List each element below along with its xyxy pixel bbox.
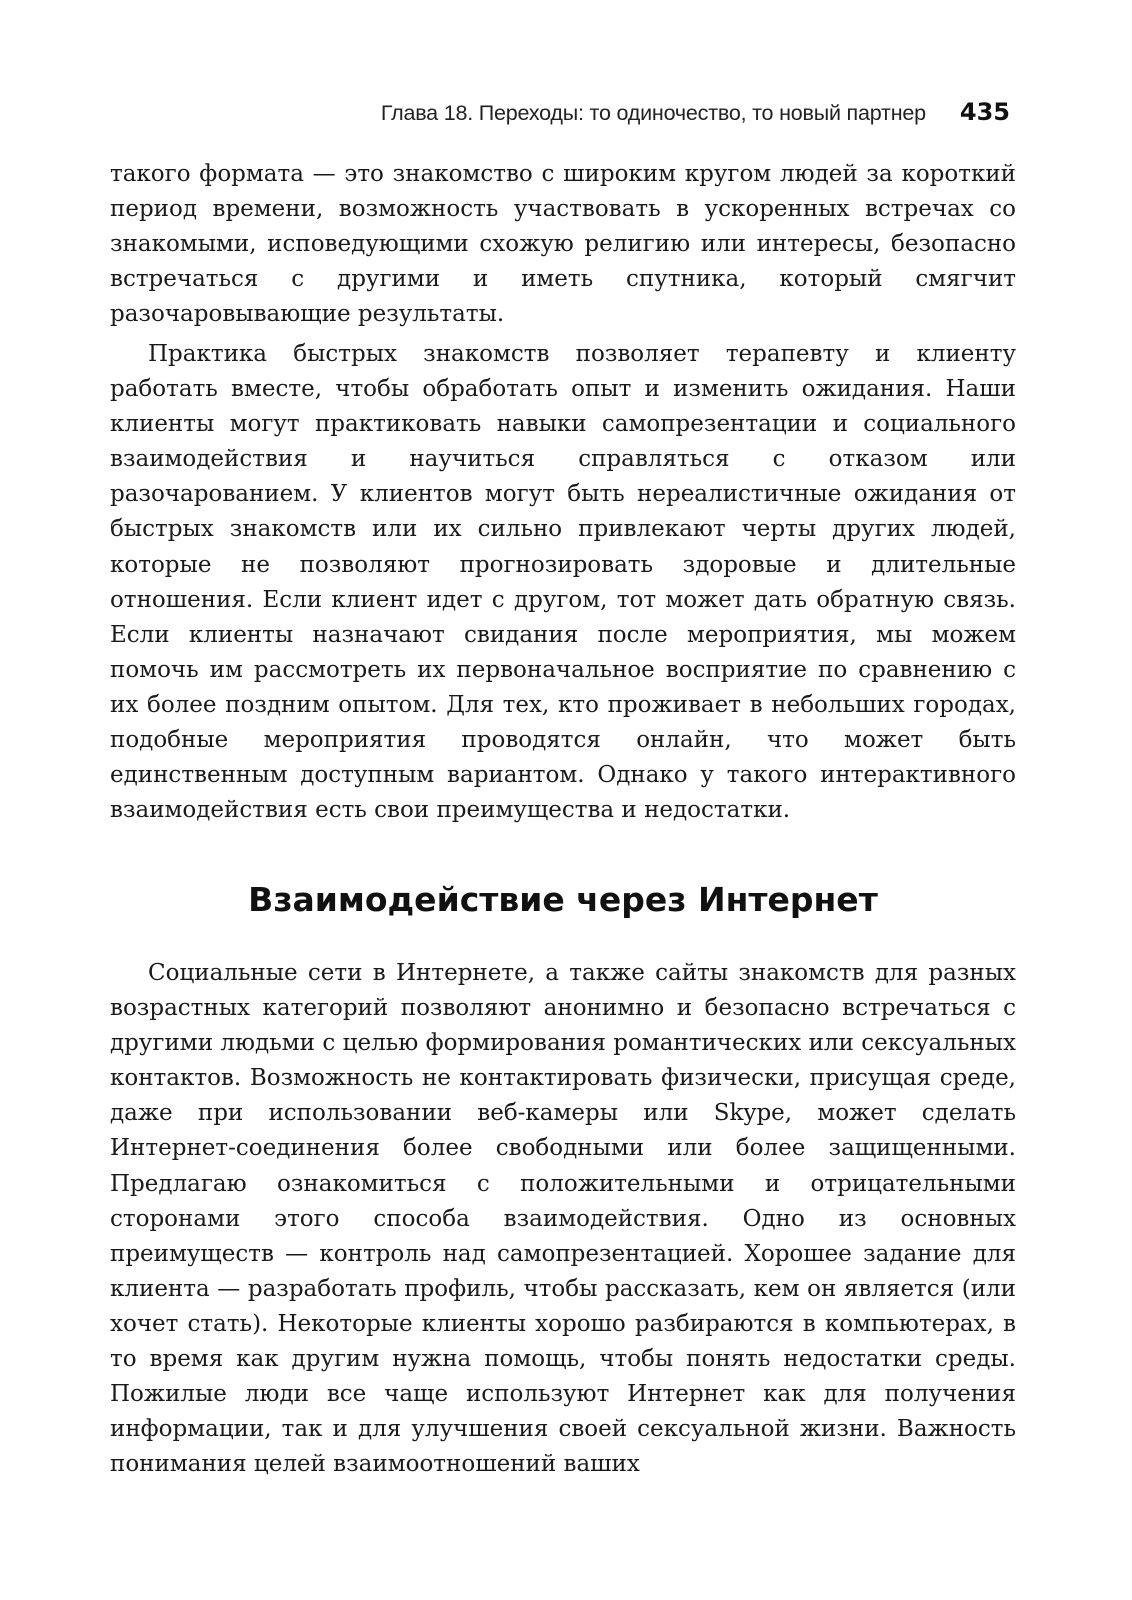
book-page: [110, 0, 1016, 1600]
paragraph-continued: такого формата — это знакомство с широким кругом людей за короткий период времени, возможность участвовать в ускоренных встречах со знакомыми, исповедующими схожую религию или интересы, безопасно встречаться с другими и иметь спутника, который смягчит разочаровывающие результаты.: [110, 161, 1016, 328]
running-header: [110, 98, 1016, 138]
page-number: 435: [959, 98, 1010, 126]
section-heading: Взаимодействие через Интернет: [248, 880, 878, 919]
paragraph-internet: Социальные сети в Интернете, а также сайты знакомств для разных возрастных категорий позволяют анонимно и безопасно встречаться с другими людьми с целью формирования романтических или сексуальных контактов. Возможность не контактировать физически, присущая среде, даже при использовании веб-камеры или Skype, может сделать Интернет-соединения более свободными или более защищенными. Предлагаю ознакомиться с положительными и отрицательными сторонами этого способа взаимодействия. Одно из основных преимуществ — контроль над самопрезентацией. Хорошее задание для клиента — разработать профиль, чтобы рассказать, кем он является (или хочет стать). Некоторые клиенты хорошо разбираются в компьютерах, в то время как другим нужна помощь, чтобы понять недостатки среды. Пожилые люди все чаще используют Интернет как для получения информации, так и для улучшения своей сексуальной жизни. Важность понимания целей взаимоотношений ваших: [110, 960, 1016, 1478]
paragraph-speed-dating: Практика быстрых знакомств позволяет терапевту и клиенту работать вместе, чтобы обработать опыт и изменить ожидания. Наши клиенты могут практиковать навыки самопрезентации и социального взаимодействия и научиться справляться с отказом или разочарованием. У клиентов могут быть нереалистичные ожидания от быстрых знакомств или их сильно привлекают черты других людей, которые не позволяют прогнозировать здоровые и длительные отношения. Если клиент идет с другом, тот может дать обратную связь. Если клиенты назначают свидания после мероприятия, мы можем помочь им рассмотреть их первоначальное восприятие по сравнению с их более поздним опытом. Для тех, кто проживает в небольших городах, подобные мероприятия проводятся онлайн, что может быть единственным доступным вариантом. Однако у такого интерактивного взаимодействия есть свои преимущества и недостатки.: [110, 341, 1016, 824]
chapter-title: Глава 18. Переходы: то одиночество, то новый партнер: [380, 101, 926, 125]
